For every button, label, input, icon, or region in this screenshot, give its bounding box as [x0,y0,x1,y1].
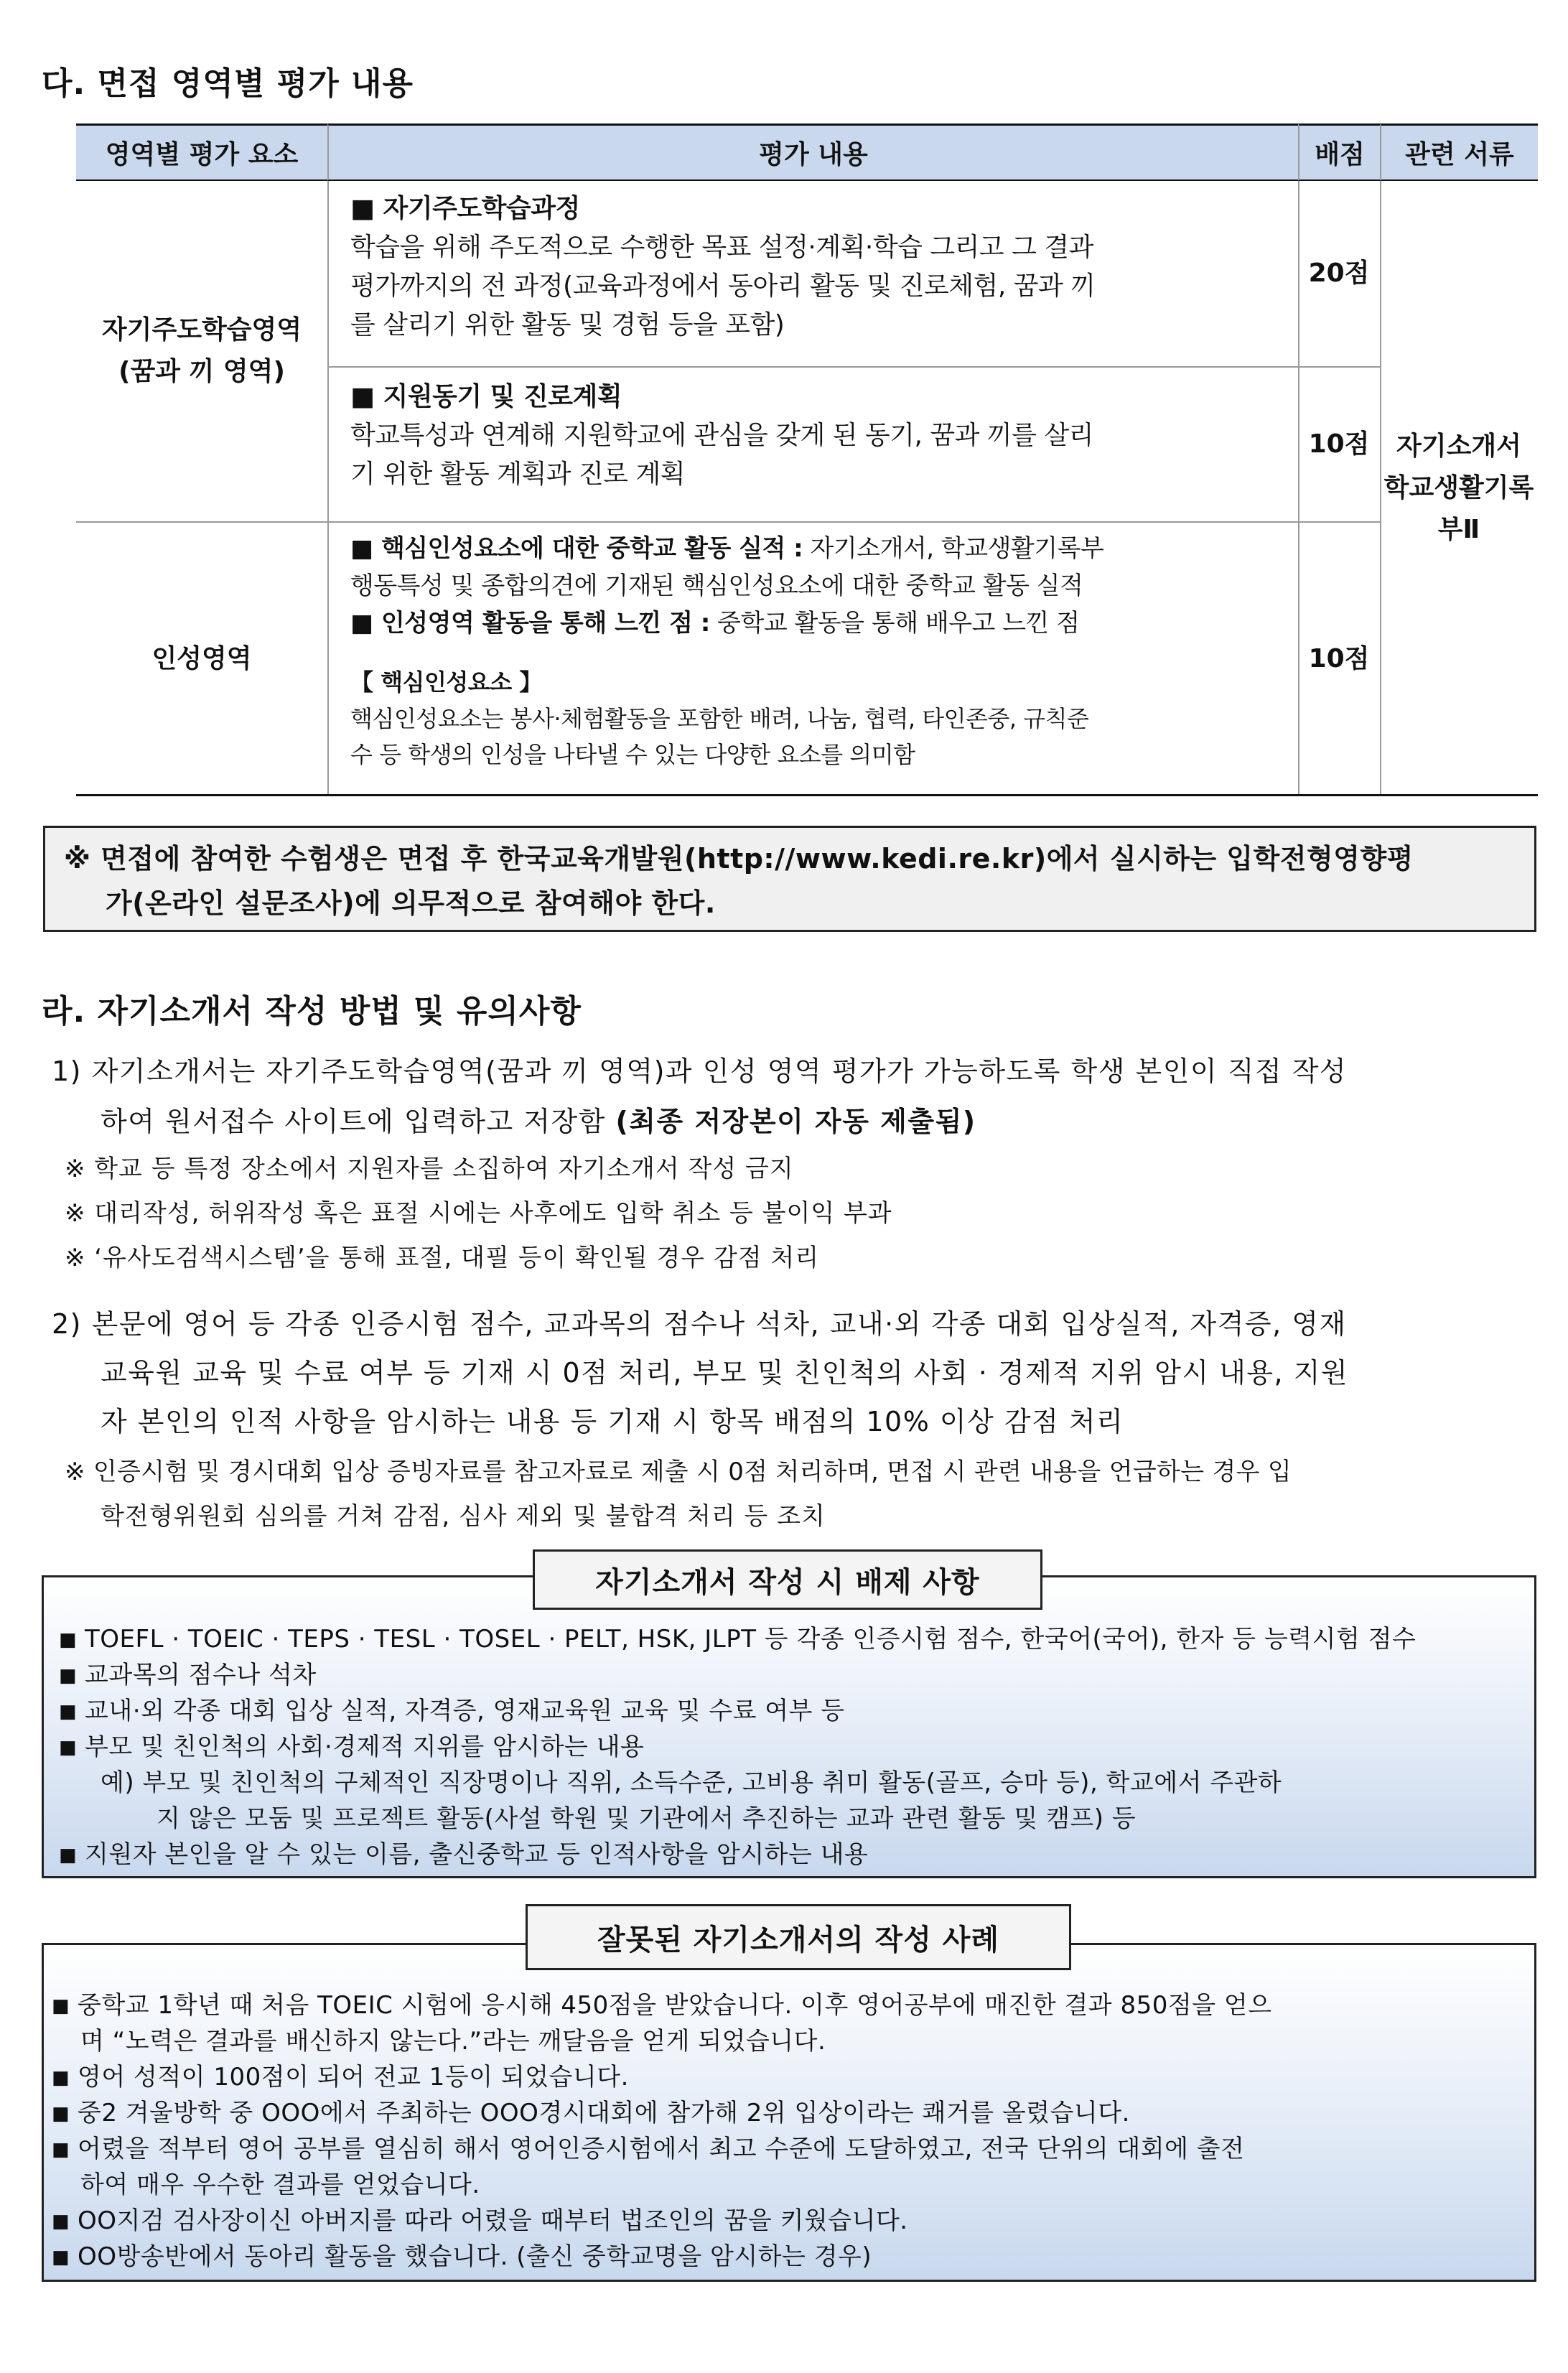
row2-label: ■ 지원동기 및 진로계획 [350,382,622,411]
wrong-example-item-cont: 하여 매우 우수한 결과를 얻었습니다. [80,2171,480,2199]
row1-line: 학습을 위해 주도적으로 수행한 목표 설정·계획·학습 그리고 그 결과 [350,233,1093,262]
row2-score: 10점 [1308,429,1370,459]
row3-label-a: ■ 핵심인성요소에 대한 중학교 활동 실적 : [350,534,803,563]
item1-line2 [101,1099,1536,1144]
row3-text-a1: 자기소개서, 학교생활기록부 [803,534,1104,563]
related-docs-line2: 학교생활기록부Ⅱ [1383,473,1534,544]
row3-content [350,530,1291,773]
exclusion-item: ■ 부모 및 친인척의 사회·경제적 지위를 암시하는 내용 [59,1733,645,1761]
item1-note: ※ 대리작성, 허위작성 혹은 표절 시에는 사후에도 입학 취소 등 불이익 부과 [65,1199,892,1228]
evaluation-table [76,123,1538,796]
exclusion-example-line2: 지 않은 모둠 및 프로젝트 활동(사설 학원 및 기관에서 추진하는 교과 관련 활동 및 캠프) 등 [157,1804,1137,1833]
wrong-example-item: ■ 중2 겨울방학 중 OOO에서 주최하는 OOO경시대회에 참가해 2위 입상이라는 쾌거를 올렸습니다. [52,2099,1130,2127]
row1-line: 를 살리기 위한 활동 및 경험 등을 포함) [350,310,785,340]
area-character: 인성영역 [151,644,252,673]
section-ra-title: 라. 자기소개서 작성 방법 및 유의사항 [42,993,582,1030]
table-divider [327,181,329,796]
core-elements-line: 수 등 학생의 인성을 나타낼 수 있는 다양한 요소를 의미함 [350,741,915,768]
row1-score: 20점 [1308,258,1370,288]
area-self-directed-line1: 자기주도학습영역 [101,315,302,345]
exclusion-item: ■ 지원자 본인을 알 수 있는 이름, 출신중학교 등 인적사항을 암시하는 내용 [59,1840,869,1869]
item1-line2-plain: 하여 원서접수 사이트에 입력하고 저장함 [101,1106,616,1137]
table-header-area: 영역별 평가 요소 [76,123,327,181]
row2-line: 기 위한 활동 계획과 진로 계획 [350,460,686,489]
related-docs-line1: 자기소개서 [1396,432,1521,461]
row3-score: 10점 [1308,644,1370,673]
wrong-example-item: ■ 어렸을 적부터 영어 공부를 열심히 해서 영어인증시험에서 최고 수준에 도달하였고, 전국 단위의 대회에 출전 [52,2135,1245,2163]
item1-note: ※ ‘유사도검색시스템’을 통해 표절, 대필 등이 확인될 경우 감점 처리 [65,1244,820,1272]
item2-note-line1: ※ 인증시험 및 경시대회 입상 증빙자료를 참고자료로 제출 시 0점 처리하며, 면접 시 관련 내용을 언급하는 경우 입 [65,1458,1292,1486]
wrong-example-item-cont: 며 “노력은 결과를 배신하지 않는다.”라는 깨달음을 얻게 되었습니다. [80,2027,826,2056]
row1-label: ■ 자기주도학습과정 [350,194,580,223]
exclusion-item: ■ 교과목의 점수나 석차 [59,1661,317,1689]
row2-content [350,378,1291,494]
exclusion-box-title: 자기소개서 작성 시 배제 사항 [533,1549,1042,1610]
row1-line: 평가까지의 전 과정(교육과정에서 동아리 활동 및 진로체험, 꿈과 끼 [350,271,1096,301]
row3-text-b: 중학교 활동을 통해 배우고 느낀 점 [709,609,1080,638]
item2-line3: 자 본인의 인적 사항을 암시하는 내용 등 기재 시 항목 배점의 10% 이상 감점 처리 [101,1406,1124,1437]
row2-line: 학교특성과 연계해 지원학교에 관심을 갖게 된 동기, 꿈과 끼를 살리 [350,421,1093,450]
item2-line1: 2) 본문에 영어 등 각종 인증시험 점수, 교과목의 점수나 석차, 교내·외 각종 대회 입상실적, 자격증, 영재 [52,1308,1347,1340]
item1-line2-bold: (최종 저장본이 자동 제출됨) [615,1106,976,1137]
wrong-example-item: ■ OO지검 검사장이신 아버지를 따라 어렸을 때부터 법조인의 꿈을 키웠습니다. [52,2206,908,2235]
table-header-content: 평가 내용 [327,123,1298,181]
survey-notice-line1: ※ 면접에 참여한 수험생은 면접 후 한국교육개발원(http://www.kedi.re.kr)에서 실시하는 입학전형영향평 [64,843,1414,875]
exclusion-example-line1: 예) 부모 및 친인척의 구체적인 직장명이나 직위, 소득수준, 고비용 취미 활동(골프, 승마 등), 학교에서 주관하 [101,1768,1282,1797]
core-elements-title: 【 핵심인성요소 】 [350,668,542,696]
wrong-examples-title: 잘못된 자기소개서의 작성 사례 [526,1904,1071,1970]
table-header-score: 배점 [1298,123,1380,181]
item2-note-line2: 학전형위원회 심의를 거쳐 감점, 심사 제외 및 불합격 처리 등 조치 [101,1502,826,1531]
survey-notice [43,826,1536,932]
table-divider [327,366,1380,368]
survey-notice-line2: 가(온라인 설문조사)에 의무적으로 참여해야 한다. [106,887,716,919]
core-elements-line: 핵심인성요소는 봉사·체험활동을 포함한 배려, 나눔, 협력, 타인존중, 규칙준 [350,705,1089,732]
area-self-directed [76,181,327,521]
exclusion-item: ■ 교내·외 각종 대회 입상 실적, 자격증, 영재교육원 교육 및 수료 여부 등 [59,1697,845,1725]
wrong-example-item: ■ OO방송반에서 동아리 활동을 했습니다. (출신 중학교명을 암시하는 경우) [52,2242,872,2271]
wrong-example-item: ■ 중학교 1학년 때 처음 TOEIC 시험에 응시해 450점을 받았습니다. 이후 영어공부에 매진한 결과 850점을 얻으 [52,1991,1272,2020]
related-docs [1380,181,1538,796]
exclusion-item: ■ TOEFL · TOEIC · TEPS · TESL · TOSEL · PELT, HSK, JLPT 등 각종 인증시험 점수, 한국어(국어), 한자 등 능력시험 점수 [59,1625,1417,1654]
table-header-docs: 관련 서류 [1380,123,1538,181]
item1-line1: 1) 자기소개서는 자기주도학습영역(꿈과 끼 영역)과 인성 영역 평가가 가능하도록 학생 본인이 직접 작성 [52,1055,1348,1087]
item2-line2: 교육원 교육 및 수료 여부 등 기재 시 0점 처리, 부모 및 친인척의 사회 · 경제적 지위 암시 내용, 지원 [101,1357,1349,1389]
item1-note: ※ 학교 등 특정 장소에서 지원자를 소집하여 자기소개서 작성 금지 [65,1155,794,1183]
row1-content [350,190,1291,345]
row3-text-a2: 행동특성 및 종합의견에 기재된 핵심인성요소에 대한 중학교 활동 실적 [350,572,1083,600]
area-self-directed-line2: (꿈과 끼 영역) [118,357,285,386]
row3-label-b: ■ 인성영역 활동을 통해 느낀 점 : [350,609,710,638]
section-da-title: 다. 면접 영역별 평가 내용 [42,65,414,102]
wrong-example-item: ■ 영어 성적이 100점이 되어 전교 1등이 되었습니다. [52,2063,629,2092]
